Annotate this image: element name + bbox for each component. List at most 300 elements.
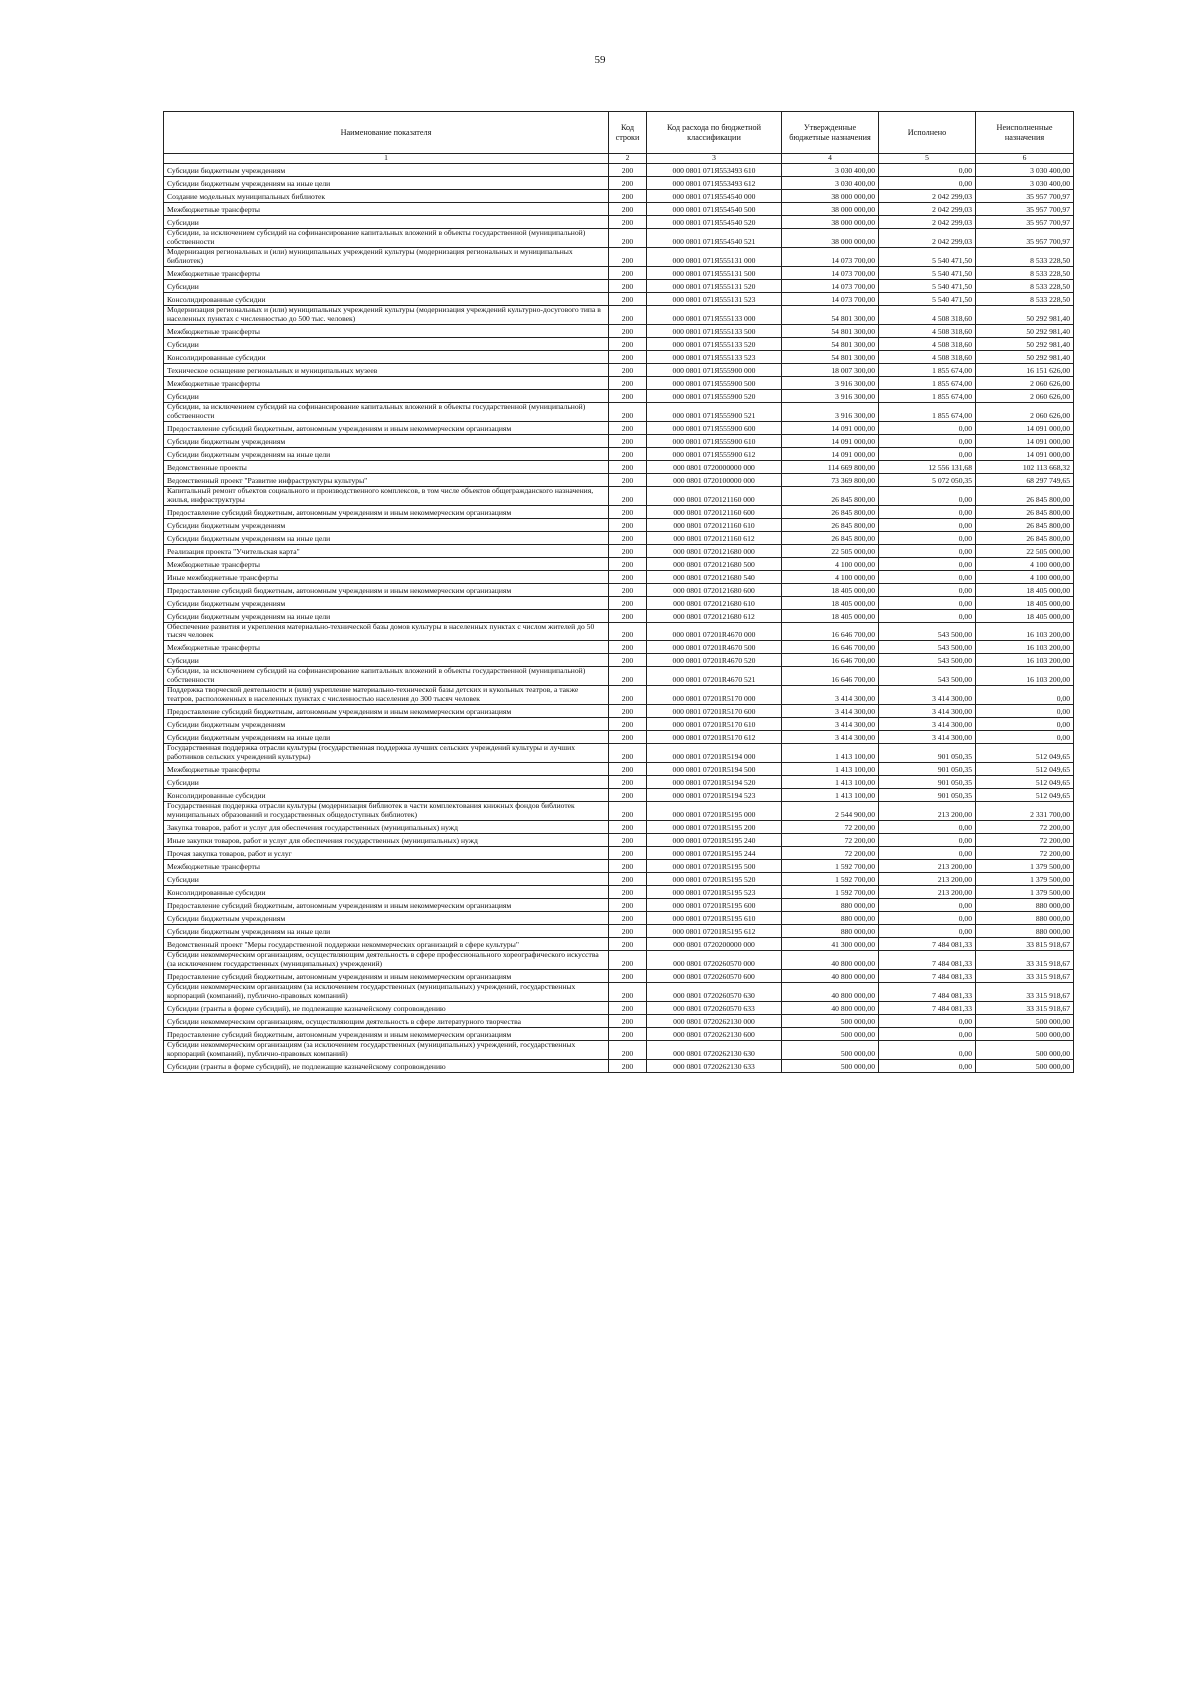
cell-approved-amount: 1 413 100,00 [782,744,879,763]
cell-indicator-name: Субсидии [164,654,609,667]
cell-classification-code: 000 0801 071Я555900 610 [647,434,782,447]
cell-classification-code: 000 0801 071Я553493 612 [647,177,782,190]
cell-classification-code: 000 0801 0720121680 000 [647,544,782,557]
cell-executed-amount: 0,00 [879,1014,976,1027]
cell-executed-amount: 0,00 [879,583,976,596]
cell-unexecuted-amount: 16 103 200,00 [976,622,1074,641]
cell-approved-amount: 3 916 300,00 [782,402,879,421]
cell-classification-code: 000 0801 07201R5195 244 [647,847,782,860]
cell-line-code: 200 [609,324,647,337]
cell-classification-code: 000 0801 071Я553493 610 [647,164,782,177]
table-row [164,731,1074,744]
cell-indicator-name: Субсидии бюджетным учреждениям [164,596,609,609]
table-row [164,337,1074,350]
table-row [164,203,1074,216]
table-row [164,1040,1074,1059]
cell-executed-amount: 12 556 131,68 [879,460,976,473]
cell-executed-amount: 0,00 [879,486,976,505]
cell-line-code: 200 [609,609,647,622]
cell-unexecuted-amount: 33 315 918,67 [976,982,1074,1001]
table-row [164,164,1074,177]
cell-executed-amount: 5 540 471,50 [879,266,976,279]
cell-line-code: 200 [609,266,647,279]
cell-indicator-name: Консолидированные субсидии [164,789,609,802]
cell-executed-amount: 7 484 081,33 [879,982,976,1001]
cell-indicator-name: Иные межбюджетные трансферты [164,570,609,583]
cell-line-code: 200 [609,363,647,376]
cell-approved-amount: 500 000,00 [782,1027,879,1040]
cell-indicator-name: Межбюджетные трансферты [164,266,609,279]
cell-approved-amount: 16 646 700,00 [782,654,879,667]
cell-executed-amount: 0,00 [879,505,976,518]
cell-approved-amount: 500 000,00 [782,1059,879,1072]
table-row [164,925,1074,938]
cell-approved-amount: 14 073 700,00 [782,247,879,266]
cell-classification-code: 000 0801 071Я555131 520 [647,279,782,292]
cell-line-code: 200 [609,518,647,531]
cell-indicator-name: Ведомственные проекты [164,460,609,473]
cell-approved-amount: 14 073 700,00 [782,266,879,279]
cell-unexecuted-amount: 1 379 500,00 [976,860,1074,873]
cell-unexecuted-amount: 500 000,00 [976,1014,1074,1027]
cell-approved-amount: 14 091 000,00 [782,434,879,447]
cell-indicator-name: Иные закупки товаров, работ и услуг для обеспечения государственных (муниципальных) нужд [164,834,609,847]
cell-classification-code: 000 0801 071Я554540 500 [647,203,782,216]
cell-classification-code: 000 0801 071Я555900 521 [647,402,782,421]
cell-unexecuted-amount: 72 200,00 [976,821,1074,834]
column-number: 5 [879,154,976,164]
cell-approved-amount: 22 505 000,00 [782,544,879,557]
cell-indicator-name: Создание модельных муниципальных библиотек [164,190,609,203]
cell-approved-amount: 54 801 300,00 [782,350,879,363]
cell-classification-code: 000 0801 07201R4670 000 [647,622,782,641]
cell-unexecuted-amount: 512 049,65 [976,789,1074,802]
table-row [164,802,1074,821]
cell-executed-amount: 543 500,00 [879,622,976,641]
cell-unexecuted-amount: 512 049,65 [976,744,1074,763]
table-row [164,190,1074,203]
cell-line-code: 200 [609,982,647,1001]
cell-classification-code: 000 0801 071Я555900 000 [647,363,782,376]
cell-unexecuted-amount: 14 091 000,00 [976,421,1074,434]
cell-unexecuted-amount: 0,00 [976,686,1074,705]
cell-unexecuted-amount: 26 845 800,00 [976,486,1074,505]
cell-executed-amount: 0,00 [879,1040,976,1059]
cell-line-code: 200 [609,389,647,402]
cell-approved-amount: 16 646 700,00 [782,641,879,654]
table-row [164,460,1074,473]
cell-approved-amount: 38 000 000,00 [782,203,879,216]
cell-line-code: 200 [609,789,647,802]
cell-classification-code: 000 0801 07201R5195 500 [647,860,782,873]
cell-unexecuted-amount: 880 000,00 [976,899,1074,912]
table-row [164,860,1074,873]
cell-indicator-name: Межбюджетные трансферты [164,324,609,337]
cell-classification-code: 000 0801 07201R5195 520 [647,873,782,886]
cell-line-code: 200 [609,802,647,821]
cell-indicator-name: Субсидии бюджетным учреждениям [164,718,609,731]
cell-classification-code: 000 0801 0720260570 000 [647,951,782,970]
cell-unexecuted-amount: 512 049,65 [976,763,1074,776]
table-row [164,473,1074,486]
cell-approved-amount: 1 413 100,00 [782,776,879,789]
cell-unexecuted-amount: 33 315 918,67 [976,969,1074,982]
cell-approved-amount: 14 073 700,00 [782,292,879,305]
cell-approved-amount: 38 000 000,00 [782,190,879,203]
cell-unexecuted-amount: 3 030 400,00 [976,177,1074,190]
cell-executed-amount: 0,00 [879,544,976,557]
cell-line-code: 200 [609,1001,647,1014]
cell-indicator-name: Субсидии бюджетным учреждениям [164,434,609,447]
table-row [164,969,1074,982]
cell-indicator-name: Субсидии [164,873,609,886]
cell-executed-amount: 0,00 [879,518,976,531]
cell-approved-amount: 54 801 300,00 [782,337,879,350]
cell-classification-code: 000 0801 071Я555133 000 [647,305,782,324]
cell-indicator-name: Предоставление субсидий бюджетным, автономным учреждениям и иным некоммерческим организациям [164,899,609,912]
cell-executed-amount: 901 050,35 [879,763,976,776]
cell-unexecuted-amount: 50 292 981,40 [976,324,1074,337]
cell-indicator-name: Субсидии некоммерческим организациям (за исключением государственных (муниципальных) учреждений, государственных корпораций (компаний), публично-правовых компаний) [164,982,609,1001]
cell-classification-code: 000 0801 071Я555900 612 [647,447,782,460]
cell-unexecuted-amount: 16 151 626,00 [976,363,1074,376]
cell-indicator-name: Государственная поддержка отрасли культуры (модернизация библиотек в части комплектования книжных фондов библиотек муниципальных образований и государственных общедоступных библиотек) [164,802,609,821]
cell-indicator-name: Субсидии [164,337,609,350]
cell-classification-code: 000 0801 07201R5195 000 [647,802,782,821]
cell-unexecuted-amount: 68 297 749,65 [976,473,1074,486]
cell-classification-code: 000 0801 0720262130 630 [647,1040,782,1059]
cell-executed-amount: 0,00 [879,596,976,609]
cell-line-code: 200 [609,305,647,324]
cell-classification-code: 000 0801 07201R5170 600 [647,705,782,718]
cell-executed-amount: 2 042 299,03 [879,190,976,203]
cell-line-code: 200 [609,763,647,776]
table-row [164,1001,1074,1014]
cell-executed-amount: 3 414 300,00 [879,705,976,718]
cell-executed-amount: 5 540 471,50 [879,292,976,305]
cell-unexecuted-amount: 0,00 [976,718,1074,731]
cell-indicator-name: Субсидии [164,776,609,789]
cell-line-code: 200 [609,247,647,266]
cell-line-code: 200 [609,654,647,667]
cell-executed-amount: 901 050,35 [879,744,976,763]
cell-indicator-name: Предоставление субсидий бюджетным, автономным учреждениям и иным некоммерческим организациям [164,1027,609,1040]
cell-approved-amount: 3 414 300,00 [782,718,879,731]
table-row [164,557,1074,570]
cell-classification-code: 000 0801 0720200000 000 [647,938,782,951]
cell-approved-amount: 14 091 000,00 [782,421,879,434]
cell-indicator-name: Государственная поддержка отрасли культуры (государственная поддержка лучших сельских учреждений культуры и лучших работников сельских учреждений культуры) [164,744,609,763]
column-number: 6 [976,154,1074,164]
cell-classification-code: 000 0801 0720121160 600 [647,505,782,518]
cell-indicator-name: Субсидии некоммерческим организациям, осуществляющим деятельность в сфере литературного творчества [164,1014,609,1027]
cell-approved-amount: 3 030 400,00 [782,164,879,177]
table-row [164,847,1074,860]
cell-executed-amount: 543 500,00 [879,641,976,654]
cell-indicator-name: Субсидии, за исключением субсидий на софинансирование капитальных вложений в объекты государственной (муниципальной) собственности [164,229,609,248]
cell-classification-code: 000 0801 0720121680 610 [647,596,782,609]
cell-classification-code: 000 0801 07201R4670 521 [647,667,782,686]
cell-indicator-name: Ведомственный проект "Меры государственной поддержки некоммерческих организаций в сфере культуры" [164,938,609,951]
table-row [164,518,1074,531]
cell-executed-amount: 7 484 081,33 [879,1001,976,1014]
table-row [164,596,1074,609]
cell-executed-amount: 0,00 [879,899,976,912]
cell-executed-amount: 5 540 471,50 [879,247,976,266]
cell-line-code: 200 [609,570,647,583]
cell-unexecuted-amount: 26 845 800,00 [976,505,1074,518]
cell-classification-code: 000 0801 0720100000 000 [647,473,782,486]
cell-indicator-name: Консолидированные субсидии [164,292,609,305]
cell-executed-amount: 1 855 674,00 [879,402,976,421]
cell-approved-amount: 4 100 000,00 [782,570,879,583]
cell-approved-amount: 18 405 000,00 [782,583,879,596]
table-row [164,873,1074,886]
cell-approved-amount: 3 916 300,00 [782,389,879,402]
cell-classification-code: 000 0801 071Я555131 500 [647,266,782,279]
header-indicator-name: Наименование показателя [164,112,609,154]
cell-classification-code: 000 0801 0720121160 000 [647,486,782,505]
cell-executed-amount: 2 042 299,03 [879,216,976,229]
cell-approved-amount: 41 300 000,00 [782,938,879,951]
cell-line-code: 200 [609,229,647,248]
cell-unexecuted-amount: 72 200,00 [976,847,1074,860]
cell-unexecuted-amount: 50 292 981,40 [976,305,1074,324]
cell-line-code: 200 [609,718,647,731]
cell-executed-amount: 901 050,35 [879,776,976,789]
cell-unexecuted-amount: 512 049,65 [976,776,1074,789]
cell-indicator-name: Консолидированные субсидии [164,886,609,899]
table-row [164,447,1074,460]
cell-line-code: 200 [609,505,647,518]
cell-indicator-name: Субсидии (гранты в форме субсидий), не подлежащие казначейскому сопровождению [164,1001,609,1014]
table-row [164,292,1074,305]
cell-approved-amount: 18 007 300,00 [782,363,879,376]
cell-classification-code: 000 0801 071Я555900 600 [647,421,782,434]
table-row [164,1027,1074,1040]
cell-line-code: 200 [609,531,647,544]
table-row [164,886,1074,899]
cell-executed-amount: 213 200,00 [879,873,976,886]
cell-executed-amount: 0,00 [879,177,976,190]
cell-classification-code: 000 0801 07201R5170 612 [647,731,782,744]
cell-approved-amount: 880 000,00 [782,899,879,912]
cell-approved-amount: 26 845 800,00 [782,486,879,505]
cell-approved-amount: 16 646 700,00 [782,622,879,641]
table-row [164,705,1074,718]
cell-classification-code: 000 0801 07201R4670 520 [647,654,782,667]
table-row [164,654,1074,667]
cell-approved-amount: 40 800 000,00 [782,1001,879,1014]
cell-indicator-name: Предоставление субсидий бюджетным, автономным учреждениям и иным некоммерческим организациям [164,583,609,596]
cell-indicator-name: Поддержка творческой деятельности и (или) укрепление материально-технической базы детских и кукольных театров, а также театров, расположенных в населенных пунктах с численностью населения до 300 тысяч человек [164,686,609,705]
header-executed: Исполнено [879,112,976,154]
cell-indicator-name: Субсидии некоммерческим организациям (за исключением государственных (муниципальных) учреждений, государственных корпораций (компаний), публично-правовых компаний) [164,1040,609,1059]
cell-indicator-name: Обеспечение развития и укрепления материально-технической базы домов культуры в населенных пунктах с числом жителей до 50 тысяч человек [164,622,609,641]
cell-executed-amount: 4 508 318,60 [879,337,976,350]
cell-approved-amount: 54 801 300,00 [782,324,879,337]
table-row [164,570,1074,583]
header-unexecuted-appropriations: Неисполненные назначения [976,112,1074,154]
cell-executed-amount: 0,00 [879,557,976,570]
cell-unexecuted-amount: 0,00 [976,731,1074,744]
table-row [164,834,1074,847]
cell-classification-code: 000 0801 071Я555133 520 [647,337,782,350]
cell-executed-amount: 7 484 081,33 [879,969,976,982]
column-number: 4 [782,154,879,164]
cell-executed-amount: 0,00 [879,421,976,434]
cell-line-code: 200 [609,544,647,557]
cell-line-code: 200 [609,641,647,654]
cell-indicator-name: Предоставление субсидий бюджетным, автономным учреждениям и иным некоммерческим организациям [164,705,609,718]
cell-approved-amount: 1 592 700,00 [782,860,879,873]
cell-unexecuted-amount: 4 100 000,00 [976,570,1074,583]
table-row [164,389,1074,402]
table-row [164,789,1074,802]
cell-classification-code: 000 0801 071Я555131 523 [647,292,782,305]
cell-executed-amount: 4 508 318,60 [879,350,976,363]
cell-indicator-name: Межбюджетные трансферты [164,557,609,570]
table-row [164,938,1074,951]
cell-approved-amount: 3 916 300,00 [782,376,879,389]
cell-unexecuted-amount: 35 957 700,97 [976,229,1074,248]
cell-unexecuted-amount: 500 000,00 [976,1027,1074,1040]
cell-line-code: 200 [609,912,647,925]
cell-approved-amount: 73 369 800,00 [782,473,879,486]
cell-unexecuted-amount: 880 000,00 [976,925,1074,938]
cell-approved-amount: 3 414 300,00 [782,686,879,705]
cell-unexecuted-amount: 33 815 918,67 [976,938,1074,951]
cell-approved-amount: 880 000,00 [782,912,879,925]
cell-line-code: 200 [609,376,647,389]
cell-line-code: 200 [609,434,647,447]
cell-executed-amount: 0,00 [879,821,976,834]
table-row [164,951,1074,970]
cell-executed-amount: 5 072 050,35 [879,473,976,486]
cell-line-code: 200 [609,460,647,473]
cell-indicator-name: Ведомственный проект "Развитие инфраструктуры культуры" [164,473,609,486]
cell-unexecuted-amount: 500 000,00 [976,1040,1074,1059]
cell-executed-amount: 213 200,00 [879,886,976,899]
cell-classification-code: 000 0801 071Я555133 500 [647,324,782,337]
cell-executed-amount: 0,00 [879,1027,976,1040]
cell-line-code: 200 [609,1014,647,1027]
cell-classification-code: 000 0801 0720262130 633 [647,1059,782,1072]
cell-line-code: 200 [609,473,647,486]
cell-unexecuted-amount: 16 103 200,00 [976,641,1074,654]
cell-indicator-name: Межбюджетные трансферты [164,860,609,873]
cell-unexecuted-amount: 500 000,00 [976,1059,1074,1072]
cell-indicator-name: Модернизация региональных и (или) муниципальных учреждений культуры (модернизация учреждений культурно-досугового типа в населенных пунктах с численностью до 500 тыс. человек) [164,305,609,324]
cell-approved-amount: 40 800 000,00 [782,969,879,982]
cell-approved-amount: 16 646 700,00 [782,667,879,686]
cell-classification-code: 000 0801 0720000000 000 [647,460,782,473]
cell-line-code: 200 [609,1040,647,1059]
cell-approved-amount: 114 669 800,00 [782,460,879,473]
table-row [164,324,1074,337]
column-number-row [164,154,1074,164]
table-row [164,776,1074,789]
column-number: 1 [164,154,609,164]
cell-executed-amount: 0,00 [879,925,976,938]
table-row [164,667,1074,686]
cell-line-code: 200 [609,292,647,305]
cell-executed-amount: 0,00 [879,164,976,177]
cell-unexecuted-amount: 22 505 000,00 [976,544,1074,557]
cell-executed-amount: 213 200,00 [879,860,976,873]
cell-approved-amount: 40 800 000,00 [782,951,879,970]
cell-approved-amount: 500 000,00 [782,1014,879,1027]
cell-indicator-name: Субсидии бюджетным учреждениям на иные цели [164,925,609,938]
cell-approved-amount: 38 000 000,00 [782,216,879,229]
cell-line-code: 200 [609,969,647,982]
table-row [164,763,1074,776]
cell-approved-amount: 500 000,00 [782,1040,879,1059]
cell-unexecuted-amount: 8 533 228,50 [976,266,1074,279]
cell-approved-amount: 38 000 000,00 [782,229,879,248]
cell-classification-code: 000 0801 0720121160 612 [647,531,782,544]
cell-unexecuted-amount: 8 533 228,50 [976,279,1074,292]
cell-line-code: 200 [609,667,647,686]
table-row [164,1059,1074,1072]
cell-unexecuted-amount: 2 060 626,00 [976,376,1074,389]
cell-unexecuted-amount: 18 405 000,00 [976,609,1074,622]
cell-indicator-name: Закупка товаров, работ и услуг для обеспечения государственных (муниципальных) нужд [164,821,609,834]
cell-line-code: 200 [609,164,647,177]
table-row [164,531,1074,544]
cell-approved-amount: 26 845 800,00 [782,531,879,544]
cell-approved-amount: 14 073 700,00 [782,279,879,292]
cell-indicator-name: Субсидии (гранты в форме субсидий), не подлежащие казначейскому сопровождению [164,1059,609,1072]
cell-line-code: 200 [609,951,647,970]
table-row [164,744,1074,763]
cell-unexecuted-amount: 35 957 700,97 [976,190,1074,203]
header-budget-classification-code: Код расхода по бюджетной классификации [647,112,782,154]
cell-unexecuted-amount: 3 030 400,00 [976,164,1074,177]
cell-line-code: 200 [609,873,647,886]
cell-classification-code: 000 0801 0720262130 600 [647,1027,782,1040]
cell-approved-amount: 18 405 000,00 [782,596,879,609]
cell-classification-code: 000 0801 07201R4670 500 [647,641,782,654]
cell-approved-amount: 4 100 000,00 [782,557,879,570]
cell-unexecuted-amount: 14 091 000,00 [976,447,1074,460]
cell-executed-amount: 0,00 [879,834,976,847]
cell-unexecuted-amount: 16 103 200,00 [976,654,1074,667]
cell-executed-amount: 3 414 300,00 [879,686,976,705]
cell-unexecuted-amount: 26 845 800,00 [976,531,1074,544]
budget-execution-table [163,111,1074,1073]
cell-indicator-name: Субсидии некоммерческим организациям, осуществляющим деятельность в сфере профессионального хореографического искусства (за исключением государственных (муниципальных) учреждений) [164,951,609,970]
page-number: 59 [594,54,606,66]
cell-approved-amount: 880 000,00 [782,925,879,938]
cell-line-code: 200 [609,731,647,744]
cell-indicator-name: Субсидии бюджетным учреждениям на иные цели [164,731,609,744]
cell-indicator-name: Реализация проекта "Учительская карта" [164,544,609,557]
cell-executed-amount: 0,00 [879,447,976,460]
table-row [164,609,1074,622]
cell-line-code: 200 [609,686,647,705]
cell-classification-code: 000 0801 071Я554540 000 [647,190,782,203]
cell-approved-amount: 3 414 300,00 [782,731,879,744]
cell-line-code: 200 [609,860,647,873]
cell-indicator-name: Субсидии бюджетным учреждениям на иные цели [164,609,609,622]
cell-classification-code: 000 0801 07201R5195 523 [647,886,782,899]
cell-approved-amount: 1 592 700,00 [782,886,879,899]
cell-classification-code: 000 0801 07201R5194 523 [647,789,782,802]
cell-line-code: 200 [609,834,647,847]
cell-approved-amount: 72 200,00 [782,834,879,847]
table-row [164,718,1074,731]
